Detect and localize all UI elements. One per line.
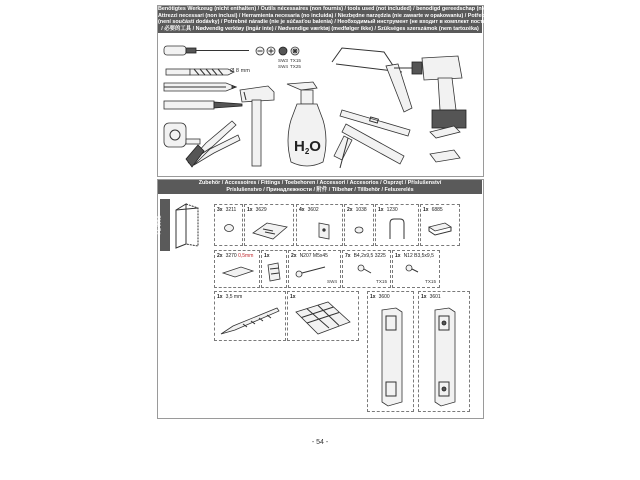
item-n207-qty: 2x <box>291 253 297 259</box>
item-3270-qty: 2x <box>217 253 223 259</box>
handle-right-icon <box>433 306 459 408</box>
drill-size-label: Ø 8 mm <box>230 68 250 74</box>
item-mat-qty: 1x <box>290 294 296 300</box>
product-code-label: FE 9061 <box>156 215 163 235</box>
item-3602 <box>296 204 343 246</box>
screw-small-icon <box>405 263 421 277</box>
accessories-header-line-1: Zubehör / Accessoires / Fittings / Toebehoren / Accessori / Accesorios / Osprzęt / Příslušenství <box>198 180 442 186</box>
tools-header <box>158 6 519 33</box>
item-drill-bit-qty: 1x <box>217 294 223 300</box>
item-n207 <box>288 250 341 288</box>
item-6885-code: 6885 <box>431 207 443 213</box>
item-n12-qty: 1x <box>395 253 401 259</box>
bracket-icon <box>317 221 333 241</box>
item-n12-code: N12 B3,5x9,5 <box>403 253 434 259</box>
item-1038 <box>344 204 374 246</box>
page-number: - 54 - <box>311 439 329 446</box>
drill-bit-small-icon <box>219 304 281 336</box>
tools-header-line-2: Attrezzi necessari (non inclusi) / Herramienta necesaria (no incluida) / Niezbędne narzędzia (nie zawarte w opakowaniu) / Potřebné nářadí <box>158 12 509 19</box>
clip-icon <box>386 217 408 243</box>
hammer-icon <box>238 84 278 170</box>
accessories-header-line-2: Príslušenstvo / Принадлежности / 附件 / Tilbehør / Tillbehör / Felszerelés <box>226 186 414 193</box>
item-3601-code: 3601 <box>429 294 441 300</box>
item-3225 <box>342 250 391 288</box>
pliers-icon <box>184 115 244 170</box>
cap-icon <box>223 223 235 233</box>
cap-small-icon <box>353 225 365 235</box>
item-3602-qty: 4x <box>299 207 305 213</box>
item-3211 <box>214 204 243 246</box>
item-3270-code: 3270 <box>225 253 237 259</box>
bolt-icon <box>295 265 329 279</box>
item-3225-code: B4,2x9,5 3225 <box>353 253 386 259</box>
pad-sheet-icon <box>294 300 352 336</box>
item-mat <box>287 291 359 341</box>
item-1230-code: 1230 <box>386 207 398 213</box>
item-3600-code: 3600 <box>378 294 390 300</box>
pad-icon <box>266 261 282 283</box>
item-3600-qty: 1x <box>370 294 376 300</box>
item-3225-note: TX15 <box>376 279 387 284</box>
item-3602-code: 3602 <box>307 207 319 213</box>
item-3600 <box>367 291 414 412</box>
item-3629-code: 3629 <box>255 207 267 213</box>
bottle-label <box>294 138 321 156</box>
bit-label-sw4: SW4 <box>278 64 288 69</box>
item-1230-qty: 1x <box>378 207 384 213</box>
item-pad-qty: 1x <box>264 253 270 259</box>
item-3211-qty: 3x <box>217 207 223 213</box>
item-3211-code: 3211 <box>225 207 237 213</box>
block-icon <box>427 221 453 237</box>
item-1038-code: 1038 <box>355 207 367 213</box>
bit-label-tx15: TX15 <box>290 58 301 63</box>
wood-blocks-icon <box>428 124 468 168</box>
item-3629-qty: 1x <box>247 207 253 213</box>
bottle-label-h: H <box>294 138 305 155</box>
item-n12-note: TX15 <box>425 279 436 284</box>
file-icon <box>164 99 244 111</box>
shim-icon <box>221 265 255 281</box>
drill-bit-icon <box>166 66 236 78</box>
item-n12 <box>392 250 440 288</box>
item-3270-thickness: 0,5mm <box>238 253 254 259</box>
item-6885-qty: 1x <box>423 207 429 213</box>
item-1038-qty: 2x <box>347 207 353 213</box>
bit-symbols-icon <box>256 45 306 57</box>
item-6885 <box>420 204 460 246</box>
item-drill-bit-code: 3,5 mm <box>225 294 243 300</box>
bit-label-sw3: SW3 <box>278 58 288 63</box>
screw-icon <box>357 263 373 277</box>
tools-header-line-1: Benötigtes Werkzeug (nicht enthalten) / Outils nécessaires (non fournis) / tools used (not included) / benodigd gereedschap (niet ingesloten) <box>158 6 519 12</box>
accessories-header <box>158 180 482 194</box>
item-3601-qty: 1x <box>421 294 427 300</box>
item-3601 <box>418 291 470 412</box>
bottle-label-sub: 2 <box>304 147 310 156</box>
handle-left-icon <box>380 306 406 408</box>
item-n207-code: N207 M5x45 <box>299 253 328 259</box>
item-3225-qty: 7x <box>345 253 351 259</box>
tools-header-line-4: / 必要的工具 / Nødvendig verktøy (ingår inte) / Nødvendige værktøj (medfølger ikke) / Szükséges szerszámok (nem tartozéka) <box>161 25 479 32</box>
shower-enclosure-icon <box>172 200 202 250</box>
cordless-drill-icon <box>394 44 478 134</box>
screwdriver-icon <box>164 43 254 59</box>
item-drill-bit <box>214 291 286 341</box>
bottle-label-o: O <box>309 138 321 155</box>
plate-icon <box>251 219 289 241</box>
item-pad <box>261 250 287 288</box>
item-n207-note: SW4 <box>327 279 337 284</box>
pencil-icon <box>164 82 239 92</box>
bit-label-tx25: TX25 <box>290 64 301 69</box>
tools-header-line-3: (není součástí dodávky) / Potrebné náradie (nie je súčasťou balenia) / Необходимый инструмент (не входит в комплект поставки) <box>158 19 497 26</box>
item-3629 <box>244 204 294 246</box>
item-1230 <box>375 204 419 246</box>
item-3270 <box>214 250 260 288</box>
